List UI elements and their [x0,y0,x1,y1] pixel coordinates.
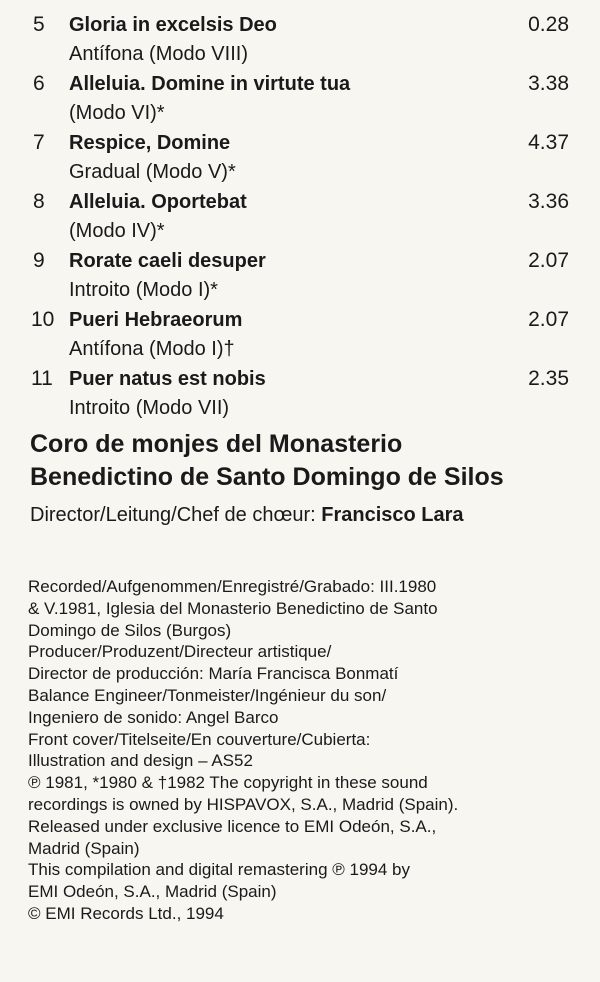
director-label: Director/Leitung/Chef de chœur: [30,504,316,526]
credit-line: ℗ 1981, *1980 & †1982 The copyright in these sound [28,773,428,793]
track-number: 11 [31,367,53,390]
track-subtitle: Gradual (Modo V)* [69,161,236,183]
ensemble-line: Coro de monjes del Monasterio [30,430,403,458]
ensemble-line: Benedictino de Santo Domingo de Silos [30,463,504,491]
credit-line: & V.1981, Iglesia del Monasterio Benedictino de Santo [28,598,438,618]
track-item [0,67,600,126]
track-number: 6 [33,72,45,95]
track-subtitle: Introito (Modo VII) [69,397,230,419]
recording-credits [28,576,588,925]
credit-line: © EMI Records Ltd., 1994 [28,903,224,923]
track-item [0,362,600,421]
track-item [0,244,600,303]
director-name: Francisco Lara [321,504,464,526]
track-item [0,126,600,185]
track-item [0,185,600,244]
credit-line: Ingeniero de sonido: Angel Barco [28,707,279,727]
credit-line: This compilation and digital remastering ℗ 1994 by [28,860,411,880]
track-title: Puer natus est nobis [69,368,266,390]
credit-line: recordings is owned by HISPAVOX, S.A., Madrid (Spain). [28,794,459,814]
track-duration: 4.37 [528,131,569,154]
track-list [0,8,600,421]
track-number: 7 [33,131,45,154]
credit-line: EMI Odeón, S.A., Madrid (Spain) [28,882,277,902]
track-number: 10 [31,308,55,331]
track-subtitle: Introito (Modo I)* [69,279,218,301]
track-title: Alleluia. Oportebat [69,191,247,213]
credit-line: Producer/Produzent/Directeur artistique/ [28,642,332,662]
credit-line: Recorded/Aufgenommen/Enregistré/Grabado: III.1980 [28,577,437,596]
track-item [0,8,600,67]
credit-line: Front cover/Titelseite/En couverture/Cubierta: [28,729,371,749]
track-number: 8 [33,190,45,213]
track-number: 9 [33,249,45,272]
credit-line: Illustration and design – AS52 [28,751,253,771]
track-duration: 3.36 [528,190,569,213]
track-duration: 0.28 [528,13,569,36]
track-duration: 2.35 [528,367,569,390]
track-duration: 2.07 [528,249,569,272]
credit-line: Director de producción: María Francisca Bonmatí [28,664,399,684]
track-title: Respice, Domine [69,132,231,154]
track-number: 5 [33,13,45,36]
track-title: Rorate caeli desuper [69,250,266,272]
track-item [0,303,600,362]
track-subtitle: Antífona (Modo VIII) [69,43,248,65]
track-title: Gloria in excelsis Deo [69,14,277,36]
track-subtitle: Antífona (Modo I)† [69,338,235,360]
credit-line: Balance Engineer/Tonmeister/Ingénieur du son/ [28,685,387,705]
track-title: Pueri Hebraeorum [69,309,243,331]
track-duration: 2.07 [528,308,569,331]
track-title: Alleluia. Domine in virtute tua [69,73,351,95]
ensemble-name [30,428,504,494]
credit-line: Madrid (Spain) [28,838,140,858]
track-subtitle: (Modo IV)* [69,220,165,242]
director-credit [30,502,464,528]
track-duration: 3.38 [528,72,569,95]
credit-line: Domingo de Silos (Burgos) [28,620,232,640]
track-subtitle: (Modo VI)* [69,102,165,124]
credit-line: Released under exclusive licence to EMI Odeón, S.A., [28,816,437,836]
